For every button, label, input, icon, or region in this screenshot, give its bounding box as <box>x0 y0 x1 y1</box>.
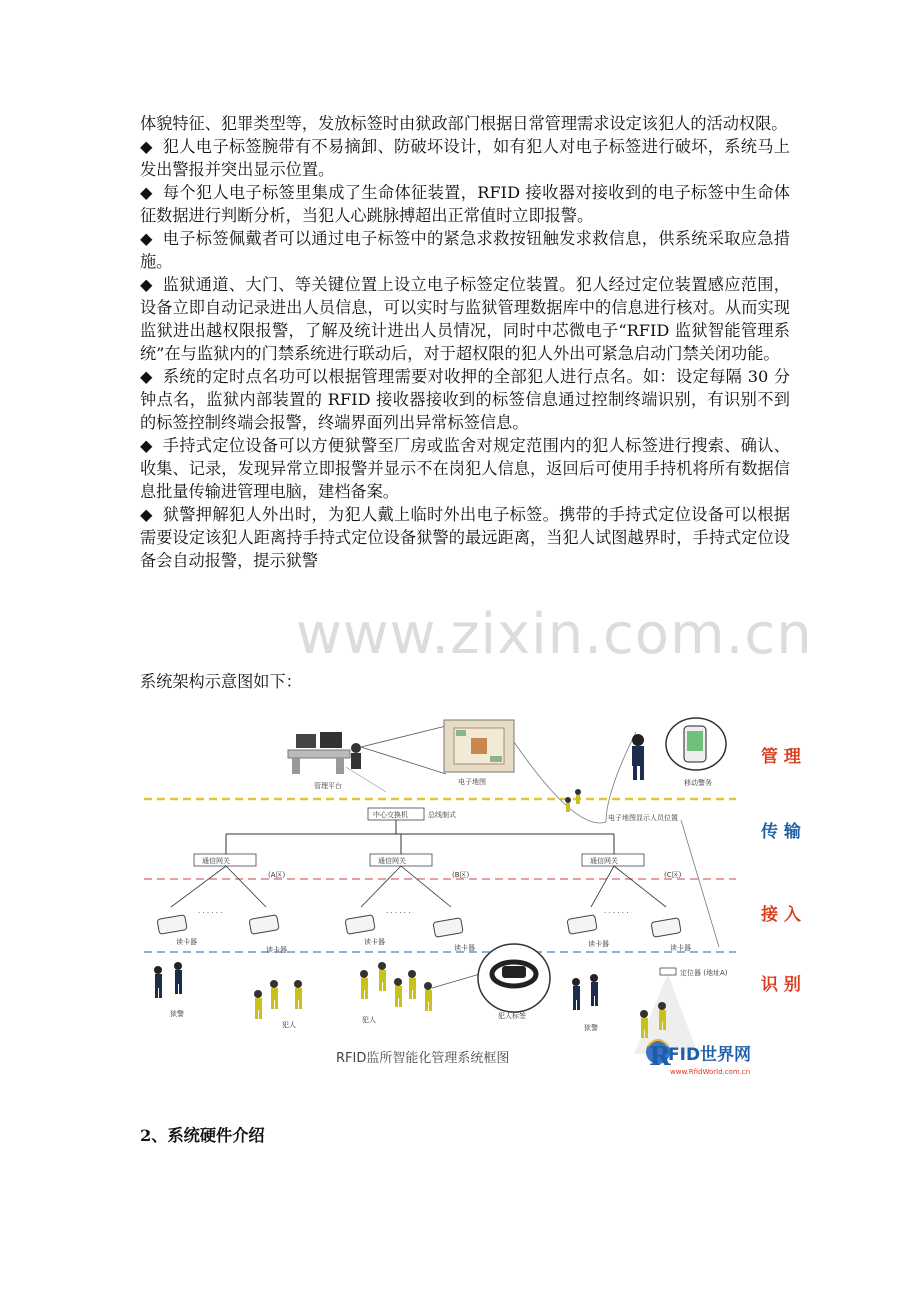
diamond-icon: ◆ <box>140 229 153 248</box>
svg-text:FID世界网: FID世界网 <box>668 1045 752 1065</box>
reader-label: 读卡器 <box>266 946 287 954</box>
platform-label: 管理平台 <box>314 782 342 790</box>
mobile-guard-label: 移动警务 <box>684 779 712 787</box>
reader-icon <box>157 915 187 935</box>
prisoner-icon <box>254 980 302 1019</box>
bullet-item: ◆ 每个犯人电子标签里集成了生命体征装置，RFID 接收器对接收到的电子标签中生命体征数据进行判断分析，当犯人心跳脉搏超出正常值时立即报警。 <box>140 183 790 225</box>
reader-icon <box>345 915 375 935</box>
bullet-item: ◆ 电子标签佩戴者可以通过电子标签中的紧急求救按钮触发求救信息，供系统采取应急措施。 <box>140 229 790 271</box>
guard-icon <box>154 962 182 998</box>
layer-transport: 传 输 <box>761 822 801 842</box>
gateway-label: 通信网关 <box>378 857 406 865</box>
gateway-label: 通信网关 <box>590 857 618 865</box>
reader-icon <box>433 918 463 938</box>
gateway-label: 通信网关 <box>202 857 230 865</box>
svg-text:www.RfidWorld.com.cn: www.RfidWorld.com.cn <box>670 1068 751 1076</box>
emap-label: 电子地图 <box>458 778 486 786</box>
diamond-icon: ◆ <box>140 505 153 524</box>
body-text <box>140 112 790 572</box>
reader-dots: · · · · · · <box>198 909 223 917</box>
handheld-device-icon <box>666 718 726 770</box>
diagram-intro: 系统架构示意图如下： <box>140 672 302 691</box>
reader-icon <box>567 915 597 935</box>
wristband-icon <box>478 944 550 1012</box>
section-heading: 2、系统硬件介绍 <box>140 1126 265 1145</box>
diamond-icon: ◆ <box>140 436 153 455</box>
reader-label: 读卡器 <box>176 938 197 946</box>
paragraph-continuation: 体貌特征、犯罪类型等，发放标签时由狱政部门根据日常管理需求设定该犯人的活动权限。 <box>140 114 788 133</box>
prisoner-label: 犯人 <box>282 1021 296 1029</box>
diagram-caption: RFID监所智能化管理系统框图 <box>336 1051 510 1066</box>
bullet-item: ◆ 手持式定位设备可以方便狱警至厂房或监舍对规定范围内的犯人标签进行搜索、确认、收集、记录，发现异常立即报警并显示不在岗犯人信息，返回后可使用手持机将所有数据信息批量传输进管理电脑，建档备案。 <box>140 436 790 501</box>
prisoner-label: 犯人 <box>362 1016 376 1024</box>
zone-label: (C区) <box>664 871 682 879</box>
map-icon <box>444 720 514 772</box>
prisoner-icon <box>360 962 432 1011</box>
guard-icon <box>572 974 598 1010</box>
bullet-item: ◆ 狱警押解犯人外出时，为犯人戴上临时外出电子标签。携带的手持式定位设备可以根据需要设定该犯人距离持手持式定位设备狱警的最远距离，当犯人试图越界时，手持式定位设备会自动报警，提示狱警 <box>140 505 790 570</box>
watermark: www.zixin.com.cn <box>296 602 813 667</box>
bullet-item: ◆ 犯人电子标签腕带有不易摘卸、防破坏设计，如有犯人对电子标签进行破坏，系统马上发出警报并突出显示位置。 <box>140 137 790 179</box>
reader-dots: · · · · · · <box>604 909 629 917</box>
guard-icon <box>632 734 644 780</box>
svg-text:R: R <box>649 1042 671 1072</box>
reader-dots: · · · · · · <box>386 909 411 917</box>
layer-access: 接 入 <box>761 905 801 925</box>
reader-label: 读卡器 <box>588 940 609 948</box>
zone-label: (A区) <box>268 871 286 879</box>
reader-label: 读卡器 <box>364 938 385 946</box>
workstation-icon <box>288 732 361 774</box>
reader-icon <box>651 918 681 938</box>
prisoner-icon <box>565 789 581 812</box>
diamond-icon: ◆ <box>140 183 153 202</box>
reader-label: 读卡器 <box>454 944 475 952</box>
bus-label: 总线制式 <box>428 811 456 819</box>
layer-identification: 识 别 <box>761 975 801 995</box>
reader-icon <box>249 915 279 935</box>
zone-label: (B区) <box>452 871 470 879</box>
emap-display-label: 电子地图显示人员位置 <box>608 814 678 822</box>
architecture-diagram <box>136 712 816 1082</box>
rfid-world-logo <box>646 1040 751 1076</box>
layer-management: 管 理 <box>761 747 801 767</box>
diamond-icon: ◆ <box>140 275 153 294</box>
locator-label: 定位器 (地址A) <box>680 969 728 977</box>
guard-label: 狱警 <box>584 1024 598 1032</box>
reader-label: 读卡器 <box>670 944 691 952</box>
central-switch-label: 中心交换机 <box>373 811 408 819</box>
bullet-item: ◆ 监狱通道、大门、等关键位置上设立电子标签定位装置。犯人经过定位装置感应范围，设备立即自动记录进出人员信息，可以实时与监狱管理数据库中的信息进行核对。从而实现监狱进出越权限报警，了解及统计进出人员情况，同时中芯微电子“RFID 监狱智能管理系统”在与监狱内的门禁系统进行联动后，对于超权限的犯人外出可紧急启动门禁关闭功能。 <box>140 275 790 363</box>
diamond-icon: ◆ <box>140 367 153 386</box>
diamond-icon: ◆ <box>140 137 153 156</box>
prisoner-tag-label: 犯人标签 <box>498 1012 526 1020</box>
guard-label: 狱警 <box>170 1010 184 1018</box>
bullet-item: ◆ 系统的定时点名功可以根据管理需要对收押的全部犯人进行点名。如：设定每隔 30 分钟点名，监狱内部装置的 RFID 接收器接收到的标签信息通过控制终端识别，有识别不到的标签控制终端会报警，终端界面列出异常标签信息。 <box>140 367 791 432</box>
